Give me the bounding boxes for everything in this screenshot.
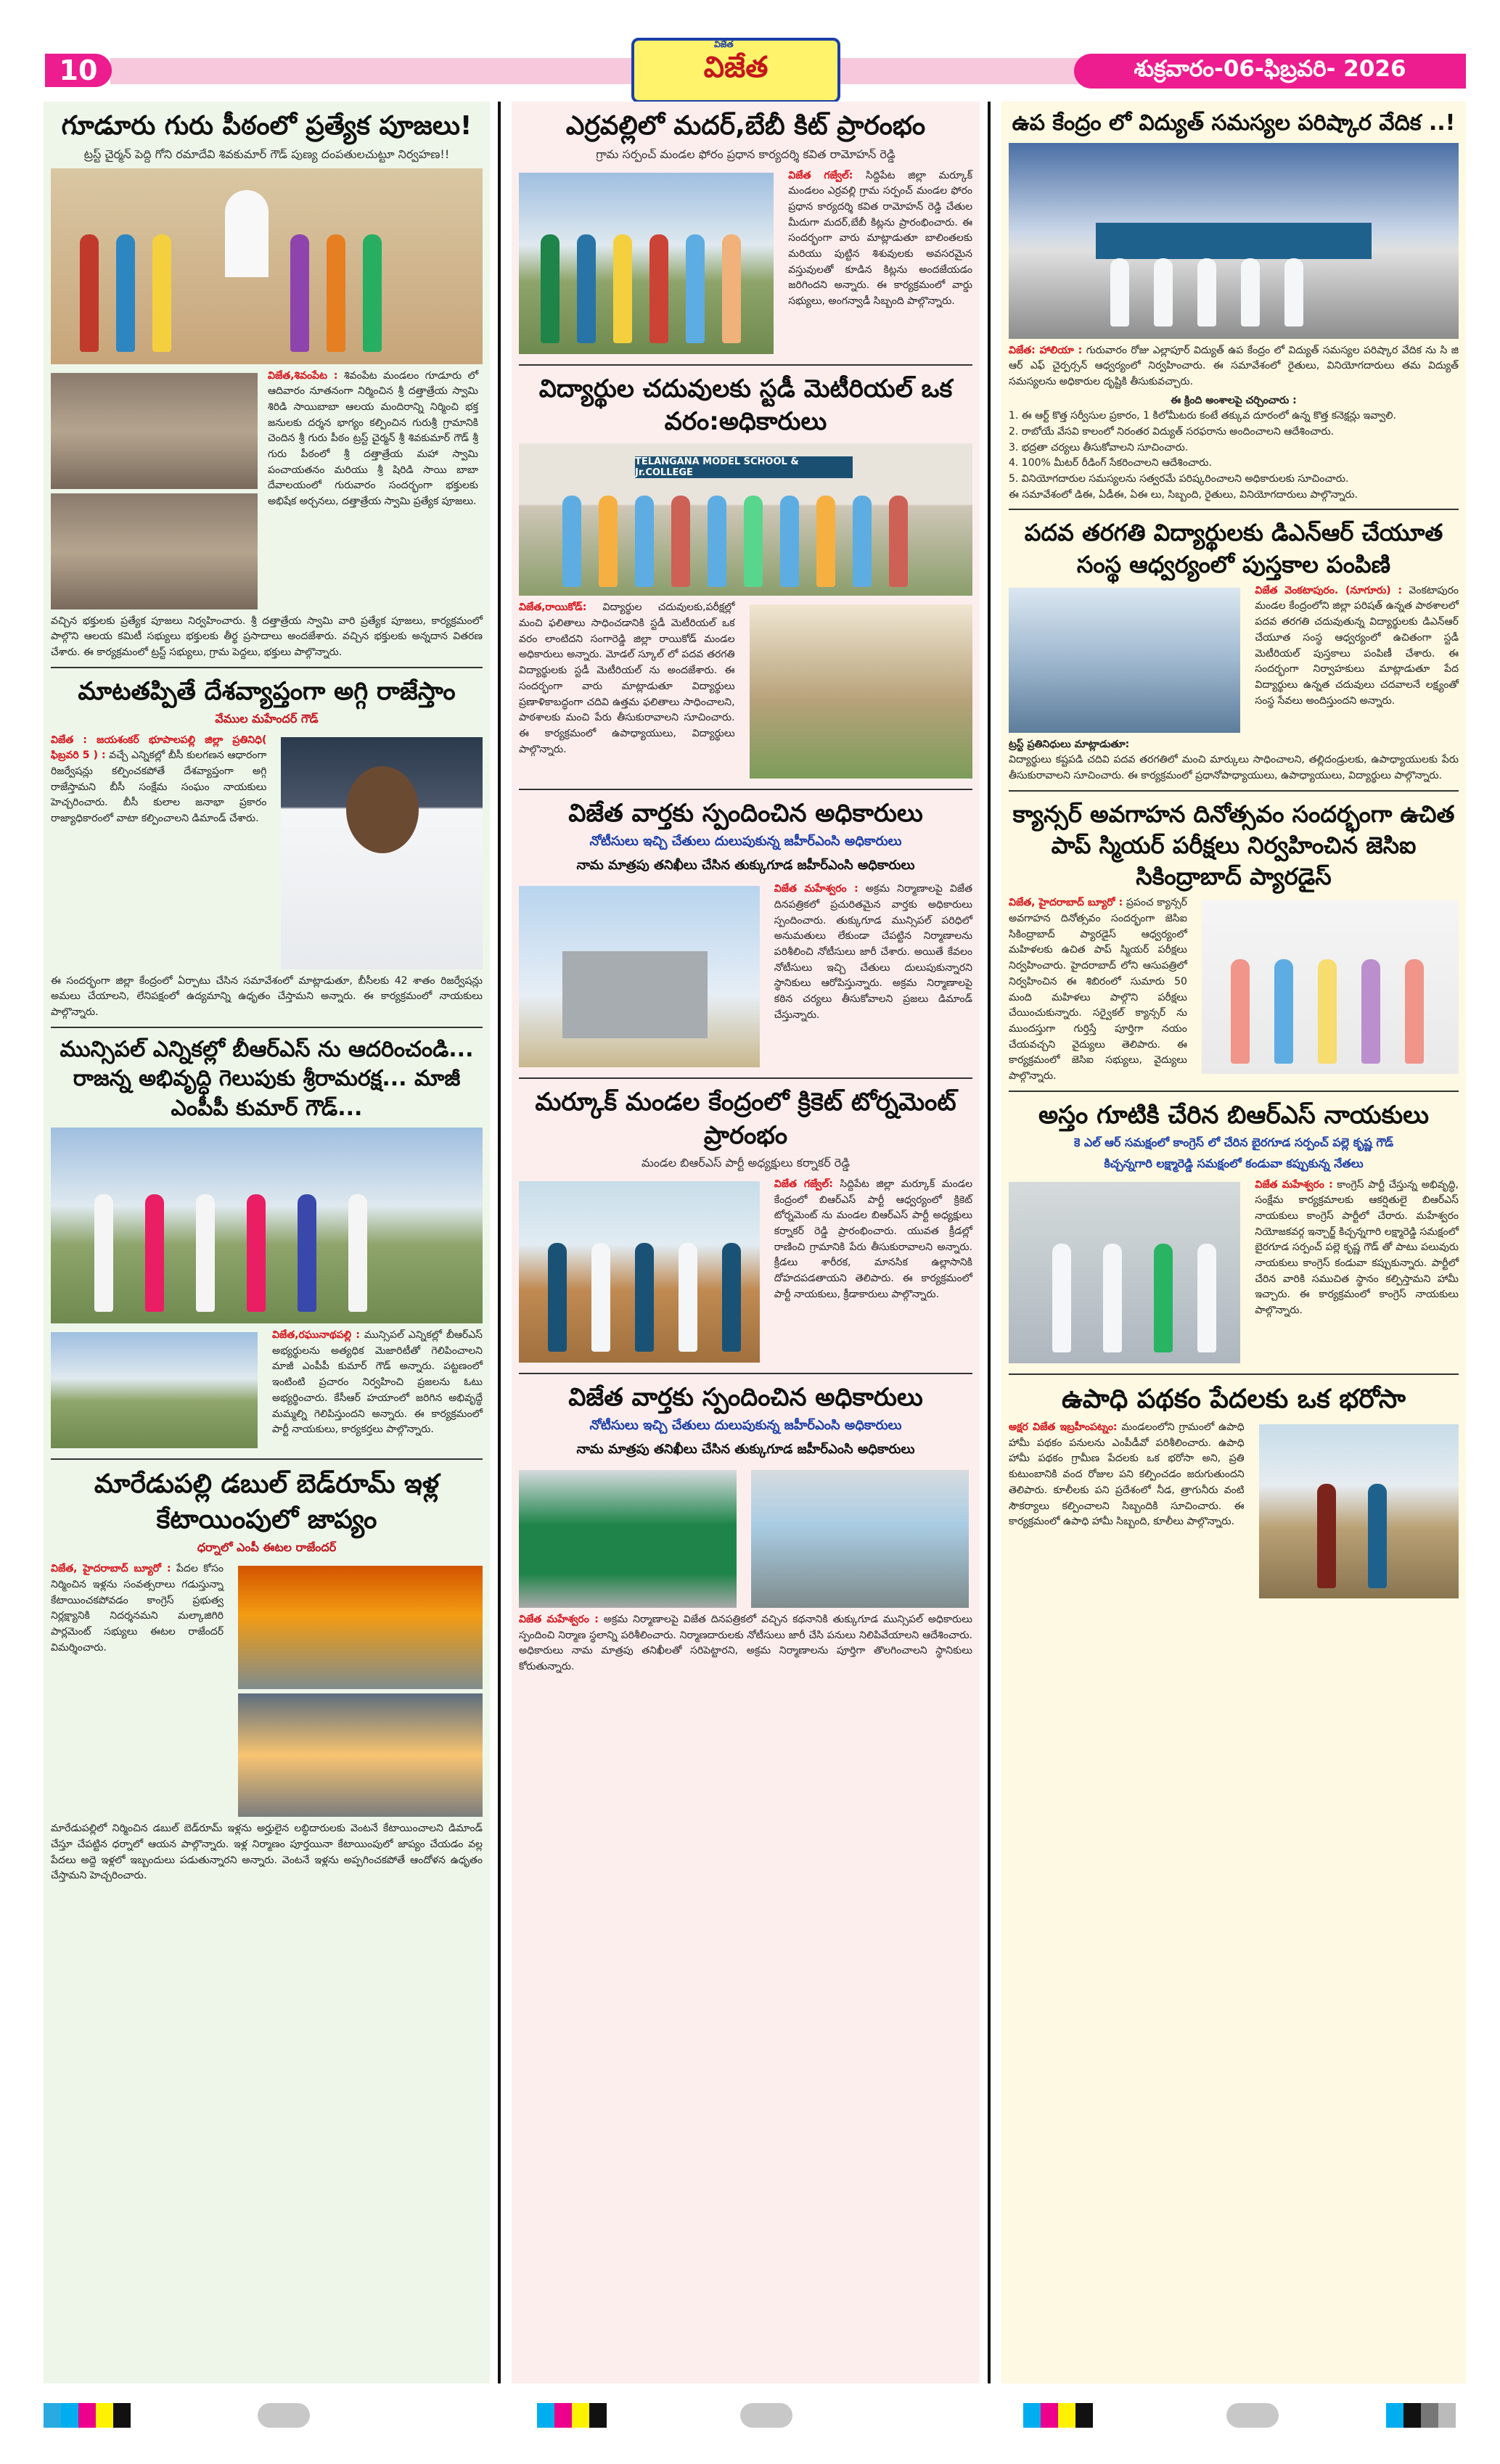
column-right xyxy=(1001,102,1466,2383)
list-item: 2. రాబోయే వేసవి కాలంలో నిరంతర విద్యుత్ సరఫరాను అందించాలని ఆదేశించారు. xyxy=(1009,425,1335,438)
body-text: పేదల కోసం నిర్మించిన ఇళ్లను సంవత్సరాలు గడుస్తున్నా కేటాయించకపోవడం కాంగ్రెస్ ప్రభుత్వ నిర్లక్ష్యానికి నిదర్శనమని మల్కాజిగిరి పార్లమెంట్ సభ్యులు ఈటల రాజేందర్ విమర్శించారు. xyxy=(51,1563,224,1654)
color-registration-bar xyxy=(537,2403,607,2428)
article-title: గూడూరు గురు పీఠంలో ప్రత్యేక పూజలు! xyxy=(61,111,472,141)
article-title: అస్తం గూటికి చేరిన బిఆర్ఎస్ నాయకులు xyxy=(1038,1100,1430,1130)
article-subtitle-2: కిచ్చన్నగారి లక్ష్మారెడ్డి సమక్షంలో కండువా కప్పుకున్న నేతలు xyxy=(1104,1156,1364,1170)
dateline: విజేత మహేశ్వరం : xyxy=(774,883,858,895)
article-study-material xyxy=(512,373,980,784)
article-brs-join-congress xyxy=(1001,1099,1466,1368)
temple-photo xyxy=(51,168,483,364)
dateline: విజేత: హాలియా : xyxy=(1009,344,1083,356)
body-text: వెంకటాపురం మండల కేంద్రంలోని జిల్లా పరిషత్ ఉన్నత పాఠశాలలో పదవ తరగతి చదువుతున్న విద్యార్థులకు డిఎన్ఆర్ చేయూత సంస్థ ఆధ్వర్యంలో ఉచితంగా స్టడీ మెటీరియల్ పుస్తకాలు పంపిణీ చేశారు. ఈ సందర్భంగా నిర్వాహకులు మాట్లాడుతూ పేద విద్యార్థులు ఉన్నత చదువులు చదవాలనే లక్ష్యంతో సంస్థ సేవలు అందిస్తుందని అన్నారు. xyxy=(1255,584,1459,707)
article-body-cont: ఈ సమావేశంలో డిఈ, ఏడీఈ, ఏఈ లు, సిబ్బంది, రైతులు, వినియోగదారులు పాల్గొన్నారు. xyxy=(1009,488,1358,501)
column-divider xyxy=(498,102,501,2383)
article-body xyxy=(788,168,972,358)
joining-photo xyxy=(1009,1182,1240,1363)
article-subtitle: నోటీసులు ఇచ్చి చేతులు దులుపుకున్న జహీర్ఎంసి అధికారులు xyxy=(589,1417,902,1433)
green-net-photo xyxy=(519,1470,737,1608)
body-text: మున్సిపల్ ఎన్నికల్లో బీఆర్ఎస్ అభ్యర్థులను అత్యధిక మెజారిటీతో గెలిపించాలని మాజీ ఎంపీపీ కుమార్ గౌడ్ అన్నారు. పట్టణంలో ఇంటింటి ప్రచారం నిర్వహించి ప్రజలను ఓటు అభ్యర్థించారు. కేసీఆర్ హయాంలో జరిగిన అభివృద్ధే మమ్మల్ని గెలిపిస్తుందని అన్నారు. ఈ కార్యక్రమంలో పార్టీ నాయకులు, కార్యకర్తలు పాల్గొన్నారు. xyxy=(272,1329,483,1436)
article-body xyxy=(268,369,478,614)
cricket-photo xyxy=(519,1181,760,1363)
article-subtitle: ట్రస్ట్ చైర్మన్ పెద్ది గోని రమాదేవి శివకుమార్ గౌడ్ పుణ్య దంపతులచుట్టూ నిర్వహణ!! xyxy=(83,147,450,161)
health-camp-photo xyxy=(1202,900,1459,1074)
books-distribution-photo xyxy=(1009,588,1240,733)
school-banner: TELANGANA MODEL SCHOOL & Jr.COLLEGE xyxy=(635,456,853,478)
article-body xyxy=(272,1328,483,1453)
article-body xyxy=(519,600,735,783)
portrait-photo xyxy=(281,737,483,969)
article-bc-warning xyxy=(44,675,490,1021)
article-subtitle: మండల బిఆర్ఎస్ పార్టీ అధ్యక్షులు కర్నాకర్ రెడ్డి xyxy=(641,1156,851,1170)
masthead-logo xyxy=(631,38,840,103)
color-registration-bar xyxy=(1386,2403,1456,2428)
students-photo xyxy=(750,604,972,779)
body-text: సిద్దిపేట జిల్లా మర్కూక్ మండలం ఎర్రవల్లి గ్రామ సర్పంచ్ మండల ఫోరం ప్రధాన కార్యదర్శి కవిత రామోహన్ రెడ్డి చేతుల మీదుగా మదర్,బేబీ కిట్లను ప్రారంభించారు. ఈ సందర్భంగా వారు మాట్లాడుతూ బాలింతలకు మరియు పుట్టిన శిశువులకు అవసరమైన వస్తువులతో కూడిన కిట్లను అందజేయడం జరిగిందని అన్నారు. ఈ కార్యక్రమంలో వార్డు సభ్యులు, అంగన్వాడీ సిబ్బంది పాల్గొన్నారు. xyxy=(788,169,973,308)
list-heading: ఈ క్రింది అంశాలపై చర్చించారు : xyxy=(1171,394,1297,406)
dateline: విజేత మహేశ్వరం : xyxy=(1255,1178,1333,1191)
protest-photo-2 xyxy=(238,1693,483,1817)
registration-pill xyxy=(258,2403,310,2428)
article-body-cont: ఈ సందర్భంగా జిల్లా కేంద్రంలో ఏర్పాటు చేసిన సమావేశంలో మాట్లాడుతూ, బీసీలకు 42 శాతం రిజర్వేషన్లు అమలు చేయాలని, లేనిపక్షంలో ఉద్యమాన్ని ఉధృతం చేస్తామని అన్నారు. ఈ కార్యక్రమంలో నాయకులు పాల్గొన్నారు. xyxy=(51,974,483,1018)
article-body xyxy=(1255,583,1459,737)
dateline: విజేత మహేశ్వరం : xyxy=(519,1613,599,1625)
school-group-photo xyxy=(519,443,972,596)
campaign-photo xyxy=(51,1128,483,1323)
body-text: వచ్చే ఎన్నికల్లో బీసీ కులగణన ఆధారంగా రిజర్వేషన్లు కల్పించకపోతే దేశవ్యాప్తంగా అగ్గి రాజేస్తామని బీసీ సంక్షేమ సంఘం నాయకులు హెచ్చరించారు. బీసీ కులాల జనాభా ప్రకారం రాజ్యాధికారంలో వాటా కల్పించాలని డిమాండ్ చేశారు. xyxy=(51,750,267,824)
article-vijetha-response-1 xyxy=(512,797,980,1072)
dateline: అక్షర విజేత ఇబ్రహీంపట్నం: xyxy=(1009,1421,1118,1434)
article-subtitle: ధర్నాలో ఎంపీ ఈటల రాజేందర్ xyxy=(197,1540,337,1555)
color-registration-bar xyxy=(44,2403,131,2428)
article-title: ఎర్రవల్లిలో మదర్,బేబీ కిట్ ప్రారంభం xyxy=(565,111,926,141)
article-body xyxy=(774,882,972,1072)
article-subtitle: నోటీసులు ఇచ్చి చేతులు దులుపుకున్న జహీర్ఎంసి అధికారులు xyxy=(589,834,902,850)
point-list xyxy=(1009,408,1459,487)
article-body xyxy=(51,733,266,974)
article-title: పదవ తరగతి విద్యార్థులకు డిఎన్ఆర్ చేయూత సంస్థ ఆధ్వర్యంలో పుస్తకాల పంపిణి xyxy=(1024,519,1443,578)
list-item: 5. వినియోగదారుల సమస్యలను సత్వరమే పరిష్కరించాలని అధికారులకు సూచించారు. xyxy=(1009,473,1349,485)
article-cricket xyxy=(512,1086,980,1367)
work-site-photo xyxy=(1259,1424,1459,1598)
article-body xyxy=(1009,343,1459,390)
article-body xyxy=(519,1612,972,1675)
article-body xyxy=(51,1561,224,1821)
article-title: విద్యార్థుల చదువులకు స్టడీ మెటీరియల్ ఒక వరం:అధికారులు xyxy=(538,374,953,437)
dateline: విజేత,రాయికోడ్: xyxy=(519,601,587,614)
registration-pill xyxy=(740,2403,792,2428)
article-subhead: ట్రస్ట్ ప్రతినిధులు మాట్లాడుతూ: xyxy=(1009,738,1130,750)
list-item: 3. భద్రతా చర్యలు తీసుకోవాలని సూచించారు. xyxy=(1009,441,1189,453)
article-subtitle-2: నామ మాత్రపు తనిఖీలు చేసిన తుక్కుగూడ జహీర్ఎంసి అధికారులు xyxy=(576,1441,915,1457)
registration-pill xyxy=(1226,2403,1279,2428)
article-title: క్యాన్సర్ అవగాహన దినోత్సవం సందర్భంగా ఉచిత పాప్ స్మియర్ పరీక్షలు నిర్వహించిన జెసిఐ సికింద్రాబాద్ ప్యారడైస్ xyxy=(1012,800,1455,891)
body-text: అక్రమ నిర్మాణాలపై విజేత దినపత్రికలో ప్రచురితమైన వార్తకు అధికారులు స్పందించారు. తుక్కుగూడ మున్సిపల్ పరిధిలో అనుమతులు లేకుండా చేపట్టిన నిర్మాణాలను పరిశీలించి నోటీసులు జారీ చేశారు. అయితే కేవలం నోటీసులు ఇచ్చి చేతులు దులుపుకున్నారని స్థానికులు ఆరోపిస్తున్నారు. అక్రమ నిర్మాణాలపై కఠిన చర్యలు తీసుకోవాలని ప్రజలు డిమాండ్ చేస్తున్నారు. xyxy=(774,883,972,1021)
masthead-text: విజేత xyxy=(703,49,769,84)
construction-photo xyxy=(519,886,760,1067)
body-text: సిద్దిపేట జిల్లా మర్కూక్ మండల కేంద్రంలో బిఆర్ఎస్ పార్టీ ఆధ్వర్యంలో క్రికెట్ టోర్నమెంట్ ను మండల బిఆర్ఎస్ పార్టీ అధ్యక్షులు కర్నాకర్ రెడ్డి ప్రారంభించారు. యువత క్రీడల్లో రాణించి గ్రామానికి పేరు తీసుకురావాలని అన్నారు. క్రీడలు శారీరక, మానసిక ఉల్లాసానికి దోహదపడతాయని తెలిపారు. ఈ కార్యక్రమంలో పార్టీ నాయకులు, క్రీడాకారులు పాల్గొన్నారు. xyxy=(774,1178,972,1300)
article-cancer-awareness xyxy=(1001,799,1466,1085)
dateline: విజేత : జయశంకర్ భూపాలపల్లి జిల్లా ప్రతినిధి( ఫిబ్రవరి 5 ) : xyxy=(51,734,267,762)
body-text: శివంపేట మండలం గూడూరు లో ఆదివారం నూతనంగా నిర్మించిన శ్రీ దత్తాత్రేయ స్వామి శిరిడి సాయిబాబా ఆలయ మందిరాన్ని నిర్మించి భక్త జనులకు దర్శన భాగ్యం కల్పించిన గురుశ్రీ గ్రామానికి చెందిన శ్రీ గురు పీఠం ట్రస్ట్ చైర్మన్ శ్రీ శివకుమార్ గౌడ్ శ్రీ గురు పీఠంలో శ్రీ దత్తాత్రేయ మహా స్వామి పంచాయతనం మరియు శ్రీ షిరిడి సాయి బాబా దేవాలయంలో గురువారం సందర్భంగా భక్తులకు అభిషేక అర్చనలు, దత్తాత్రేయ స్వామి ప్రత్యేక పూజలు. xyxy=(268,369,479,508)
article-guduru xyxy=(44,109,490,661)
dateline: విజేత, హైదరాబాద్ బ్యూరో : xyxy=(1009,897,1123,909)
article-subtitle: వేముల మహేందర్ గౌడ్ xyxy=(215,711,319,726)
article-title: మారేడుపల్లి డబుల్ బెడ్‌రూమ్ ఇళ్ల కేటాయింపులో జాప్యం xyxy=(94,1469,440,1535)
article-maredupalli xyxy=(44,1467,490,1884)
idol-photo xyxy=(51,493,258,609)
article-vijetha-response-2 xyxy=(512,1381,980,1675)
list-item: 1. ఈ ఆర్ట్ కొత్త సర్వీసుల ప్రకారం, 1 కిలోమీటరు కంటే తక్కువ దూరంలో ఉన్న కొత్త కనెక్షన్లు ఇవ్వాలి. xyxy=(1009,410,1396,422)
body-text: అక్రమ నిర్మాణాలపై విజేత దినపత్రికలో వచ్చిన కథనానికి తుక్కుగూడ మున్సిపల్ అధికారులు స్పందించి నిర్మాణ స్థలాన్ని పరిశీలించారు. నిర్మాణదారులకు నోటీసులు జారీ చేసి పనులు నిలిపివేయాలని ఆదేశించారు. అధికారులు నామ మాత్రపు తనిఖీలతో సరిపెట్టారని, అక్రమ నిర్మాణాలను పూర్తిగా తొలగించాలని స్థానికులు కోరుతున్నారు. xyxy=(519,1613,972,1672)
article-title: మాటతప్పితే దేశవ్యాప్తంగా అగ్గి రాజేస్తాం xyxy=(78,676,456,706)
article-dnr-books xyxy=(1001,517,1466,784)
column-divider xyxy=(988,102,991,2383)
page-header xyxy=(0,0,1500,100)
article-subtitle: గ్రామ సర్పంచ్ మండల ఫోరం ప్రధాన కార్యదర్శి కవిత రామోహన్ రెడ్డి xyxy=(596,147,896,161)
article-title: మున్సిపల్ ఎన్నికల్లో బీఆర్ఎస్ ను ఆదరించండి... రాజన్న అభివృద్ధి గెలుపుకు శ్రీరామరక్ష... మాజీ ఎంపీపీ కుమార్ గౌడ్... xyxy=(60,1036,474,1121)
article-title: విజేత వార్తకు స్పందించిన అధికారులు xyxy=(568,799,923,829)
article-erravalli xyxy=(512,109,980,358)
article-subtitle-2: నామ మాత్రపు తనిఖీలు చేసిన తుక్కుగూడ జహీర్ఎంసి అధికారులు xyxy=(576,858,915,874)
article-body xyxy=(1009,895,1187,1084)
dateline: విజేత,రఘునాథపల్లి : xyxy=(272,1329,360,1342)
column-left xyxy=(44,102,490,2383)
article-body-cont: విద్యార్థులు కష్టపడి చదివి పదవ తరగతిలో మంచి మార్కులు సాధించాలని, తల్లిదండ్రులకు, ఉపాధ్యాయులకు పేరు తీసుకురావాలని సూచించారు. ఈ కార్యక్రమంలో ప్రధానోపాధ్యాయులు, ఉపాధ్యాయులు, విద్యార్థులు పాల్గొన్నారు. xyxy=(1009,754,1459,782)
body-text: మండలంలోని గ్రామంలో ఉపాధి హామీ పథకం పనులను ఎంపీడీవో పరిశీలించారు. ఉపాధి హామీ పథకం గ్రామీణ పేదలకు ఒక భరోసా అని, ప్రతి కుటుంబానికి వంద రోజుల పని కల్పించడం జరుగుతుందని తెలిపారు. కూలీలకు పని ప్రదేశంలో నీడ, త్రాగునీరు వంటి సౌకర్యాలు కల్పించాలని సిబ్బందికి సూచించారు. ఈ కార్యక్రమంలో ఉపాధి హామీ సిబ్బంది, కూలీలు పాల్గొన్నారు. xyxy=(1009,1421,1245,1528)
body-text: కాంగ్రెస్ పార్టీ చేస్తున్న అభివృద్ధి, సంక్షేమ కార్యక్రమాలకు ఆకర్షితులై బిఆర్ఎస్ నాయకులు కాంగ్రెస్ పార్టీలో చేరారు. మహేశ్వరం నియోజకవర్గ ఇన్చార్జ్ కిచ్చన్నగారి లక్ష్మారెడ్డి సమక్షంలో బైరగూడ సర్పంచ్ పల్లె కృష్ణ గౌడ్ తో పాటు పలువురు నాయకులు కాంగ్రెస్ కండువా కప్పుకున్నారు. పార్టీలో చేరిన వారికి సముచిత స్థానం కల్పిస్తామని హామీ ఇచ్చారు. ఈ కార్యక్రమంలో కాంగ్రెస్ నాయకులు పాల్గొన్నారు. xyxy=(1255,1178,1459,1317)
article-municipal-elections xyxy=(44,1035,490,1453)
article-body xyxy=(774,1177,972,1367)
body-text: గురువారం రోజు ఎల్లాపూర్ విద్యుత్ ఉప కేంద్రం లో విద్యుత్ సమస్యల పరిష్కార వేదిక ను సి జి ఆర్ ఎఫ్ చైర్పర్సన్ ఆధ్వర్యంలో నిర్వహించారు. ఈ సమావేశంలో రైతులు, వినియోగదారులు తమ విద్యుత్ సమస్యలను అధికారుల దృష్టికి తీసుకువచ్చారు. xyxy=(1009,344,1459,387)
article-body xyxy=(1255,1178,1459,1368)
article-upadhi-scheme xyxy=(1001,1382,1466,1603)
column-middle xyxy=(512,102,980,2383)
article-body-cont: మారేడుపల్లిలో నిర్మించిన డబుల్ బెడ్‌రూమ్ ఇళ్లను అర్హులైన లబ్ధిదారులకు వెంటనే కేటాయించాలని డిమాండ్ చేస్తూ చేపట్టిన ధర్నాలో ఆయన పాల్గొన్నారు. ఇళ్ల నిర్మాణం పూర్తయినా కేటాయింపులో జాప్యం చేయడం వల్ల పేదలు అద్దె ఇళ్లలో ఇబ్బందులు పడుతున్నారని అన్నారు. వెంటనే ఇళ్లను అప్పగించకపోతే ఆందోళన ఉధృతం చేస్తామని హెచ్చరించారు. xyxy=(51,1823,483,1882)
color-registration-bar xyxy=(1023,2403,1093,2428)
protest-photo xyxy=(238,1566,483,1689)
article-power-forum xyxy=(1001,109,1466,503)
kit-launch-photo xyxy=(519,173,774,354)
body-text: విద్యార్థుల చదువులకు,పరీక్షల్లో మంచి ఫలితాలు సాధించడానికి స్టడీ మెటీరియల్ ఒక వరం లాంటిదని సంగారెడ్డి జిల్లా రాయికోడ్ మండల అధికారులు అన్నారు. మోడల్ స్కూల్ లో పదవ తరగతి విద్యార్థులకు స్టడీ మెటీరియల్ ను అందజేశారు. ఈ సందర్భంగా వారు మాట్లాడుతూ విద్యార్థులు ప్రణాళికాబద్ధంగా చదివి ఉత్తమ ఫలితాలు సాధించాలని, పాఠశాలకు మంచి పేరు తీసుకురావాలని సూచించారు. ఈ కార్యక్రమంలో ఉపాధ్యాయులు, విద్యార్థులు పాల్గొన్నారు. xyxy=(519,601,735,755)
dateline: విజేత గజ్వేల్: xyxy=(788,169,853,181)
list-item: 4. 100% మీటర్ రీడింగ్ సేకరించాలని ఆదేశించారు. xyxy=(1009,457,1212,469)
body-text: ప్రపంచ క్యాన్సర్ అవగాహన దినోత్సవం సందర్భంగా జెసిఐ సికింద్రాబాద్ ప్యారడైస్ ఆధ్వర్యంలో మహిళలకు ఉచిత పాప్ స్మియర్ పరీక్షలు నిర్వహించారు. హైదరాబాద్ లోని ఆసుపత్రిలో నిర్వహించిన ఈ శిబిరంలో సుమారు 50 మంది మహిళలు పాల్గొని పరీక్షలు చేయించుకున్నారు. సర్వైకల్ క్యాన్సర్ ను ముందస్తుగా గుర్తిస్తే పూర్తిగా నయం చేయవచ్చని వైద్యులు తెలిపారు. ఈ కార్యక్రమంలో జెసిఐ సభ్యులు, వైద్యులు పాల్గొన్నారు. xyxy=(1009,897,1187,1082)
campaign-photo-2 xyxy=(51,1332,258,1448)
site-photo xyxy=(751,1470,969,1608)
article-body xyxy=(1009,1420,1245,1603)
article-title: మర్కూక్ మండల కేంద్రంలో క్రికెట్ టోర్నమెంట్ ప్రారంభం xyxy=(535,1088,956,1151)
forum-photo xyxy=(1009,143,1459,339)
article-subtitle: కె ఎల్ ఆర్ సమక్షంలో కాంగ్రెస్ లో చేరిన బైరగూడ సర్పంచ్ పల్లె కృష్ణ గౌడ్ xyxy=(1073,1135,1394,1149)
issue-date: శుక్రవారం-06-ఫిబ్రవరి- 2026 xyxy=(1074,54,1466,89)
dateline: విజేత గజ్వేల్: xyxy=(774,1178,833,1191)
page-number: 10 xyxy=(45,54,112,87)
article-body-cont: వచ్చిన భక్తులకు ప్రత్యేక పూజలు నిర్వహించారు. శ్రీ దత్తాత్రేయ స్వామి వారి ప్రత్యేక పూజలు, కార్యక్రమంలో పాల్గొని ఆలయ కమిటీ సభ్యులు భక్తులకు తీర్థ ప్రసాదాలు అందజేశారు. వచ్చిన భక్తులకు అన్నదాన వితరణ చేశారు. ఈ కార్యక్రమంలో ట్రస్ట్ సభ్యులు, గ్రామ పెద్దలు, భక్తులు పాల్గొన్నారు. xyxy=(51,615,483,658)
dateline: విజేత వెంకటాపురం. (నూగూరు) : xyxy=(1255,584,1403,596)
masthead-small: విజేత xyxy=(714,39,734,49)
dateline: విజేత, హైదరాబాద్ బ్యూరో : xyxy=(51,1563,171,1575)
dateline: విజేత,శివంపేట : xyxy=(268,369,338,382)
gathering-photo xyxy=(51,373,258,489)
article-title: ఉప కేంద్రం లో విద్యుత్ సమస్యల పరిష్కార వేదిక ..! xyxy=(1012,110,1456,136)
article-title: ఉపాధి పథకం పేదలకు ఒక భరోసా xyxy=(1062,1384,1406,1414)
article-title: విజేత వార్తకు స్పందించిన అధికారులు xyxy=(568,1383,923,1413)
